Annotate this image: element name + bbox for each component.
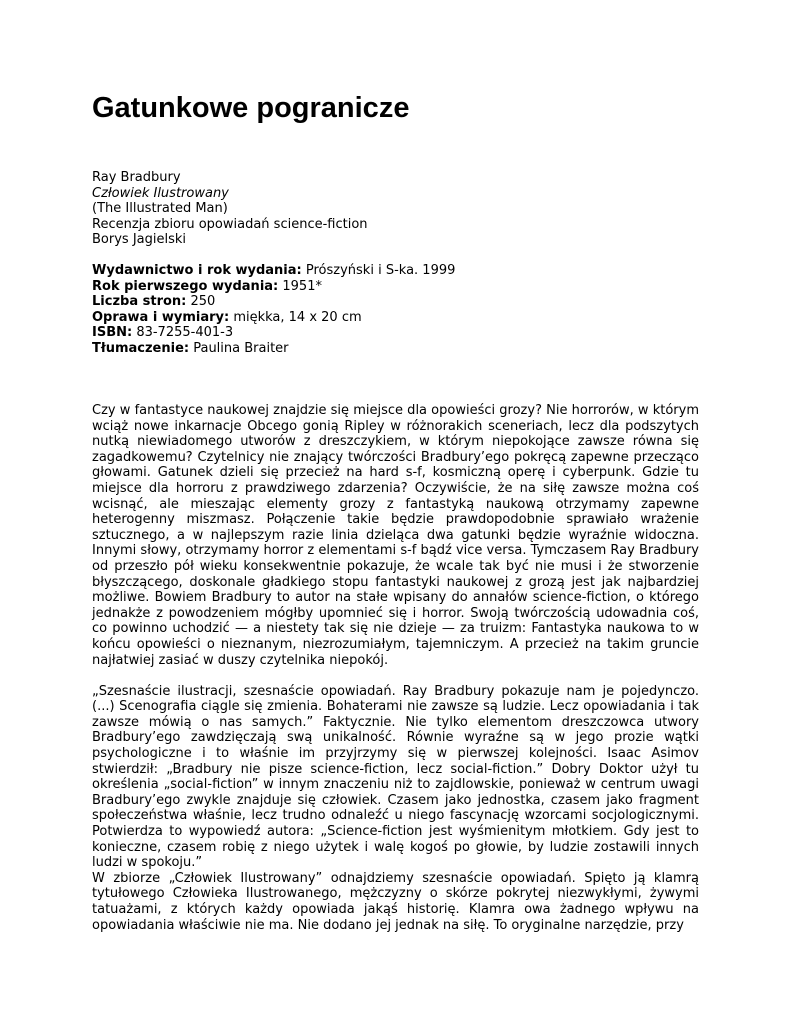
review-subtitle: Recenzja zbioru opowiadań science-fiction xyxy=(92,216,368,232)
paragraph: „Szesnaście ilustracji, szesnaście opowiadań. Ray Bradbury pokazuje nam je pojedynczo. (...) Scenografia ciągle się zmienia. Bohaterami nie zawsze są ludzie. Lecz opowiadania i tak zawsze mówią o nas samych.” Faktycznie. Nie tylko elementom dreszczowca utwory Bradbury’ego zawdzięczają swą unikalność. Równie wyraźne są w jego prozie wątki psychologiczne i to właśnie im przyjrzymy się w pierwszej kolejności. Isaac Asimov stwierdził: „Bradbury nie pisze science-fiction, lecz social-fiction.” Dobry Doktor użył tu określenia „social-fiction” w innym znaczeniu niż to zajdlowskie, ponieważ w centrum uwagi Bradbury’ego zwykle znajduje się człowiek. Czasem jako jednostka, czasem jako fragment społeczeństwa właśnie, lecz trudno odnaleźć u niego fascynację wzorcami socjologicznymi. Potwierdza to wypowiedź autora: „Science-fiction jest wyśmienitym młotkiem. Gdy jest to konieczne, czasem robię z niego użytek i walę kogoś po głowie, by ludzie zostawili innych ludzi w spokoju.” xyxy=(92,683,699,871)
detail-value: 1951* xyxy=(278,278,322,294)
detail-translation xyxy=(92,341,699,357)
book-title: Człowiek Ilustrowany xyxy=(92,185,229,201)
author-name: Ray Bradbury xyxy=(92,170,181,185)
detail-value: 83-7255-401-3 xyxy=(132,325,234,341)
paragraph: Czy w fantastyce naukowej znajdzie się miejsce dla opowieści grozy? Nie horrorów, w którym wciąż nowe inkarnacje Obcego gonią Ripley w różnorakich sceneriach, lecz dla podszytych nutką niewiadomego utworów z dreszczykiem, w którym niepokojące zawsze równa się zagadkowemu? Czytelnicy nie znający twórczości Bradbury’ego pokręcą zapewne przecząco głowami. Gatunek dzieli się przecież na hard s-f, kosmiczną operę i cyberpunk. Gdzie tu miejsce dla horroru z prawdziwego zdarzenia? Oczywiście, że na siłę zawsze można coś wcisnąć, ale mieszając elementy grozy z fantastyką naukową otrzymamy zapewne heterogenny miszmasz. Połączenie takie będzie prawdopodobnie sprawiało wrażenie sztucznego, a w najlepszym razie linia dzieląca dwa gatunki będzie wyraźnie widoczna. Innymi słowy, otrzymamy horror z elementami s-f bądź vice versa. Tymczasem Ray Bradbury od przeszło pół wieku konsekwentnie pokazuje, że wcale tak być nie musi i że stworzenie błyszczącego, doskonale gładkiego stopu fantastyki naukowej z grozą jest jak najbardziej możliwe. Bowiem Bradbury to autor na stałe wpisany do annałów science-fiction, o którego jednakże z powodzeniem mógłby upomnieć się i horror. Swoją twórczością udowadnia coś, co powinno uchodzić — a niestety tak się nie dzieje — za truizm: Fantastyka naukowa to w końcu opowieści o nieznanym, niezrozumiałym, tajemniczym. A przecież na takim gruncie najłatwiej zasiać w duszy czytelnika niepokój. xyxy=(92,403,699,668)
detail-pages xyxy=(92,294,699,310)
detail-label: Rok pierwszego wydania: xyxy=(92,278,279,294)
detail-label: ISBN: xyxy=(92,325,133,341)
review-body xyxy=(92,403,699,933)
detail-isbn xyxy=(92,325,699,341)
detail-value: miękka, 14 x 20 cm xyxy=(229,309,362,325)
detail-label: Oprawa i wymiary: xyxy=(92,309,230,325)
detail-value: Paulina Braiter xyxy=(189,340,289,356)
paragraph: W zbiorze „Człowiek Ilustrowany” odnajdziemy szesnaście opowiadań. Spięto ją klamrą tytułowego Człowieka Ilustrowanego, mężczyzny o skórze pokrytej niezwykłymi, żywymi tatuażami, z których każdy opowiada jakąś historię. Klamra owa żadnego wpływu na opowiadania właściwie nie ma. Nie dodano jej jednak na siłę. To oryginalne narzędzie, przy xyxy=(92,870,699,933)
detail-binding xyxy=(92,310,699,326)
detail-publisher xyxy=(92,263,699,279)
detail-label: Liczba stron: xyxy=(92,294,187,310)
book-meta xyxy=(92,170,699,248)
page-title: Gatunkowe pogranicze xyxy=(92,92,410,124)
detail-label: Wydawnictwo i rok wydania: xyxy=(92,263,302,278)
detail-value: Prószyński i S-ka. 1999 xyxy=(301,263,456,278)
detail-value: 250 xyxy=(186,294,216,310)
detail-first-edition xyxy=(92,279,699,295)
publication-details xyxy=(92,263,699,357)
detail-label: Tłumaczenie: xyxy=(92,340,190,356)
reviewer-name: Borys Jagielski xyxy=(92,232,187,248)
original-title: (The Illustrated Man) xyxy=(92,201,228,217)
